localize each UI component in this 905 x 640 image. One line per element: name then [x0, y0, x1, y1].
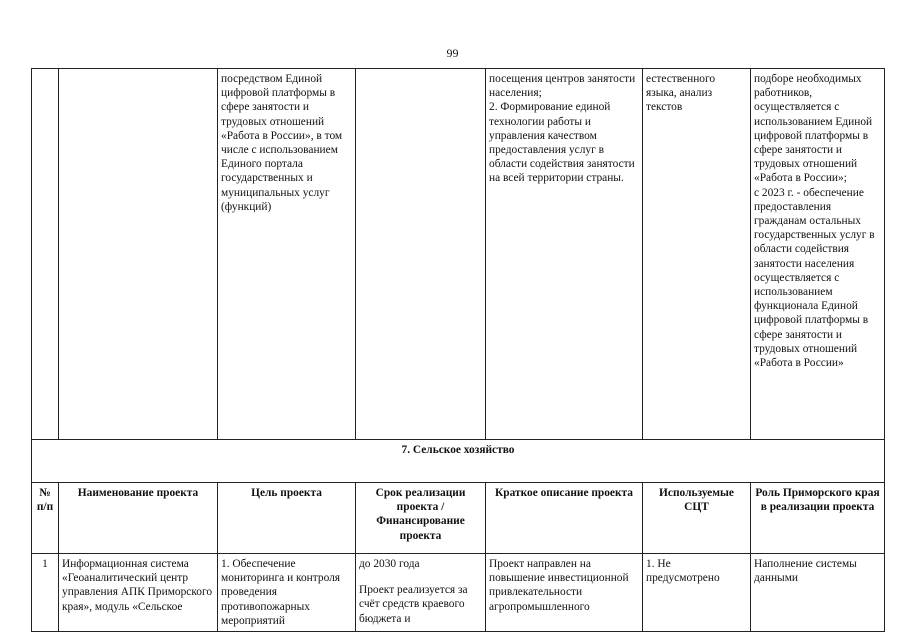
- row-num: 1: [32, 554, 59, 632]
- cont-description-cell: посещения центров занятости населения; 2. Формирование единой технологии работы и управления качеством предоставления услуг в области содействия занятости на всей территории страны.: [486, 69, 643, 440]
- page-number: 99: [446, 46, 459, 60]
- cont-goal-cell: посредством Единой цифровой платформы в сфере занятости и трудовых отношений «Работа в России», в том числе с использованием Единого портала государственных и муниципальных услуг (функций): [218, 69, 356, 440]
- cont-name-cell: [59, 69, 218, 440]
- continuation-row: [32, 69, 885, 440]
- section-title: 7. Сельское хозяйство: [32, 440, 885, 483]
- projects-table: [31, 68, 885, 632]
- header-goal: Цель проекта: [218, 483, 356, 554]
- header-description: Краткое описание проекта: [486, 483, 643, 554]
- header-role: Роль Приморского края в реализации проекта: [751, 483, 885, 554]
- row-term-funding: Проект реализуется за счёт средств краевого бюджета и: [359, 584, 468, 625]
- table-row: [32, 554, 885, 632]
- header-num: № п/п: [32, 483, 59, 554]
- row-name: Информационная система «Геоаналитический центр управления АПК Приморского края», модуль «Сельское: [59, 554, 218, 632]
- section-row: [32, 440, 885, 483]
- cont-num-cell: [32, 69, 59, 440]
- row-technologies: 1. Не предусмотрено: [643, 554, 751, 632]
- cont-role-cell: подборе необходимых работников, осуществляется с использованием Единой цифровой платформы в сфере занятости и трудовых отношений «Работа в России»; с 2023 г. - обеспечение предоставления гражданам остальных государственных услуг в области содействия занятости населения осуществляется с использованием функционала Единой цифровой платформы в сфере занятости и трудовых отношений «Работа в России»: [751, 69, 885, 440]
- header-term: Срок реализации проекта / Финансирование проекта: [356, 483, 486, 554]
- row-term-deadline: до 2030 года: [359, 558, 420, 570]
- row-description: Проект направлен на повышение инвестиционной привлекательности агропромышленного: [486, 554, 643, 632]
- cont-term-cell: [356, 69, 486, 440]
- header-technologies: Используемые СЦТ: [643, 483, 751, 554]
- header-row: [32, 483, 885, 554]
- row-goal: 1. Обеспечение мониторинга и контроля проведения противопожарных мероприятий: [218, 554, 356, 632]
- cont-technologies-cell: естественного языка, анализ текстов: [643, 69, 751, 440]
- row-role: Наполнение системы данными: [751, 554, 885, 632]
- row-term: [356, 554, 486, 632]
- header-name: Наименование проекта: [59, 483, 218, 554]
